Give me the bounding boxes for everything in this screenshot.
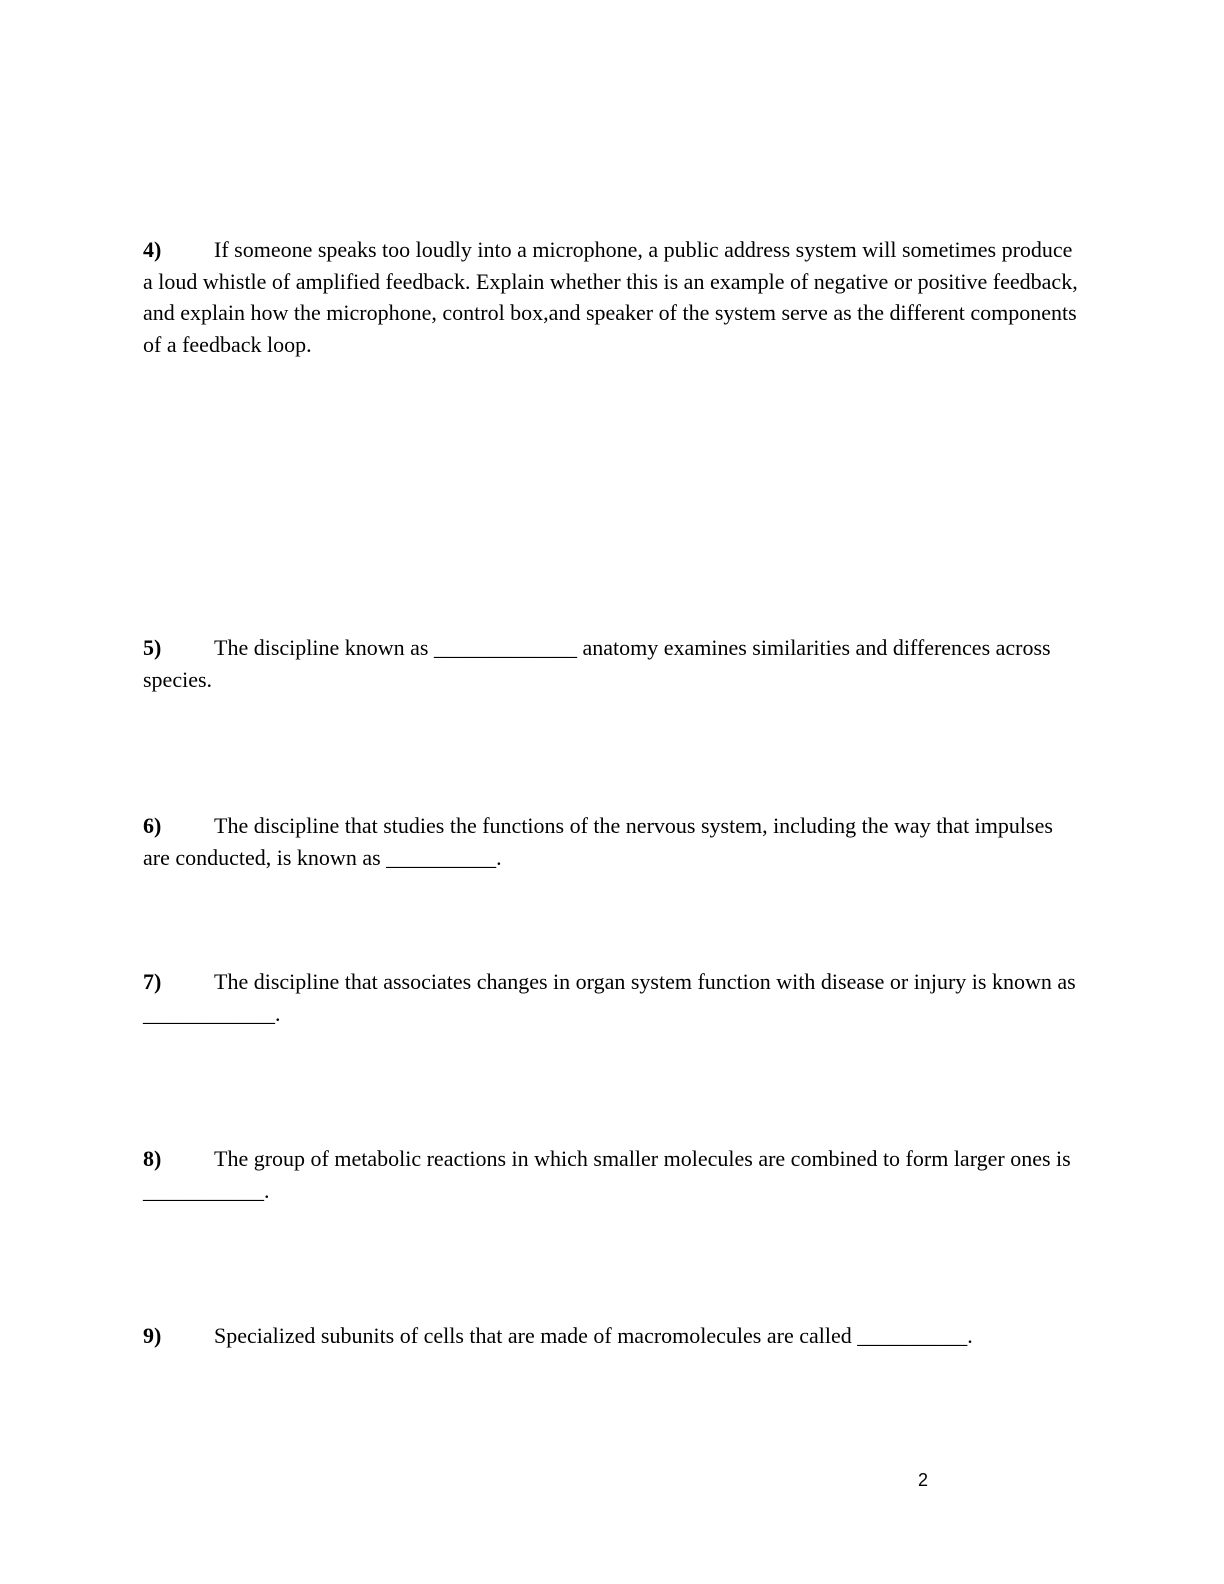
question-text: The group of metabolic reactions in which smaller molecules are combined to form larger ones is ___________. (143, 1146, 1071, 1203)
question-text: If someone speaks too loudly into a microphone, a public address system will sometimes produce a loud whistle of amplified feedback. Explain whether this is an example of negative or positive feedback, and explain how the microphone, control box,and speaker of the system serve as the different components of a feedback loop. (143, 237, 1078, 357)
question-4 (143, 234, 1083, 360)
question-number: 5) (143, 635, 162, 660)
question-number: 4) (143, 237, 162, 262)
question-number: 9) (143, 1323, 162, 1348)
question-number: 8) (143, 1146, 162, 1171)
question-text: The discipline that studies the functions of the nervous system, including the way that impulses are conducted, is known as __________. (143, 813, 1053, 870)
question-text: Specialized subunits of cells that are made of macromolecules are called __________. (214, 1323, 973, 1348)
question-number: 7) (143, 969, 162, 994)
question-6 (143, 810, 1083, 873)
question-5 (143, 632, 1083, 695)
question-number: 6) (143, 813, 162, 838)
question-7 (143, 966, 1083, 1029)
question-9 (143, 1320, 1083, 1352)
page-number: 2 (918, 1470, 929, 1490)
question-8 (143, 1143, 1083, 1206)
question-text: The discipline that associates changes in organ system function with disease or injury is known as ____________. (143, 969, 1076, 1026)
question-text: The discipline known as _____________ anatomy examines similarities and differences across species. (143, 635, 1051, 692)
